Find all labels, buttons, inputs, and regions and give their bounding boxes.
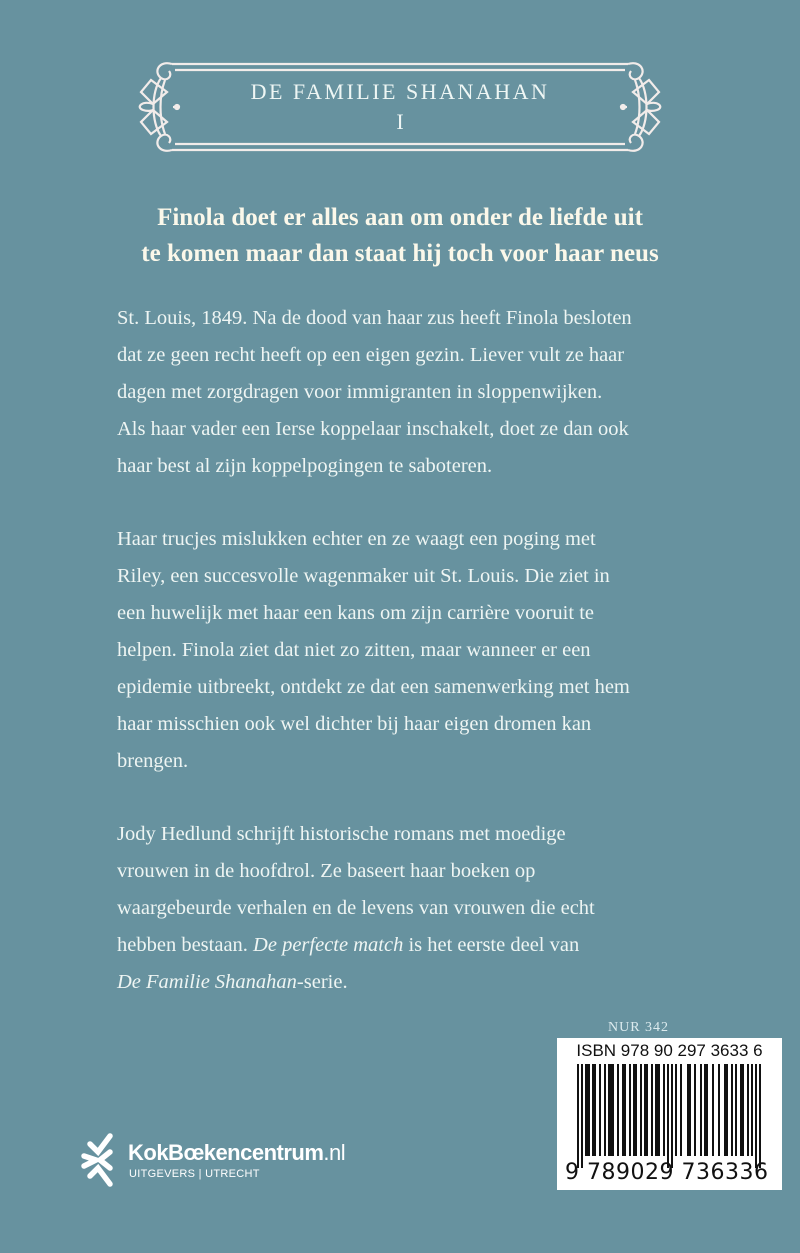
blurb-paragraph-2 <box>117 521 697 780</box>
nur-code: NUR 342 <box>608 1020 670 1035</box>
tagline-line: te komen maar dan staat hij toch voor haar neus <box>141 240 659 267</box>
blurb-line: dagen met zorgdragen voor immigranten in sloppenwijken. <box>117 381 603 403</box>
blurb-line: dat ze geen recht heeft op een eigen gezin. Liever vult ze haar <box>117 344 625 366</box>
author-bio <box>117 816 697 1001</box>
publisher-logo <box>80 1130 380 1190</box>
blurb-text: hebben bestaan. <box>117 934 254 956</box>
series-title: DE FAMILIE SHANAHAN <box>250 79 550 104</box>
isbn-label: ISBN 978 90 297 3633 6 <box>576 1041 763 1060</box>
blurb-line: brengen. <box>117 750 189 772</box>
publisher-name-tld: .nl <box>323 1140 346 1165</box>
blurb-line <box>117 964 697 1001</box>
blurb-line: epidemie uitbreekt, ontdekt ze dat een samenwerking met hem <box>117 676 630 698</box>
blurb-line: haar misschien ook wel dichter bij haar eigen dromen kan <box>117 713 592 735</box>
series-name-italic: De Familie Shanahan <box>117 971 297 993</box>
blurb-text: -serie. <box>296 971 348 993</box>
tagline-line: Finola doet er alles aan om onder de liefde uit <box>157 204 643 231</box>
blurb-line: Riley, een succesvolle wagenmaker uit St. Louis. Die ziet in <box>117 565 610 587</box>
blurb-line: haar best al zijn koppelpogingen te saboteren. <box>117 455 493 477</box>
blurb-line: Jody Hedlund schrijft historische romans met moedige <box>117 823 566 845</box>
blurb-line <box>117 927 697 964</box>
tagline <box>60 200 740 272</box>
series-number: I <box>396 109 404 134</box>
kok-boekencentrum-star-icon <box>80 1130 124 1190</box>
blurb-text: is het eerste deel van <box>403 934 580 956</box>
blurb-line: vrouwen in de hoofdrol. Ze baseert haar boeken op <box>117 860 536 882</box>
publisher-name-main: KokBœkencentrum <box>128 1140 324 1165</box>
blurb-line: een huwelijk met haar een kans om zijn carrière vooruit te <box>117 602 594 624</box>
book-title-italic: De perfecte match <box>253 934 404 956</box>
blurb-line: St. Louis, 1849. Na de dood van haar zus heeft Finola besloten <box>117 307 632 329</box>
isbn-barcode <box>557 1038 782 1190</box>
publisher-subline: UITGEVERS | UTRECHT <box>129 1168 260 1180</box>
ean-digits: 9 789029 736336 <box>565 1160 769 1185</box>
blurb-line: helpen. Finola ziet dat niet zo zitten, maar wanneer er een <box>117 639 591 661</box>
blurb-line: Haar trucjes mislukken echter en ze waagt een poging met <box>117 528 596 550</box>
publisher-name <box>128 1140 345 1166</box>
blurb-paragraph-1 <box>117 300 697 485</box>
barcode-bars-icon <box>577 1064 767 1168</box>
ornamental-frame-icon <box>137 52 663 162</box>
blurb-line: waargebeurde verhalen en de levens van vrouwen die echt <box>117 897 595 919</box>
series-plate <box>137 52 663 162</box>
blurb-line: Als haar vader een Ierse koppelaar inschakelt, doet ze dan ook <box>117 418 629 440</box>
